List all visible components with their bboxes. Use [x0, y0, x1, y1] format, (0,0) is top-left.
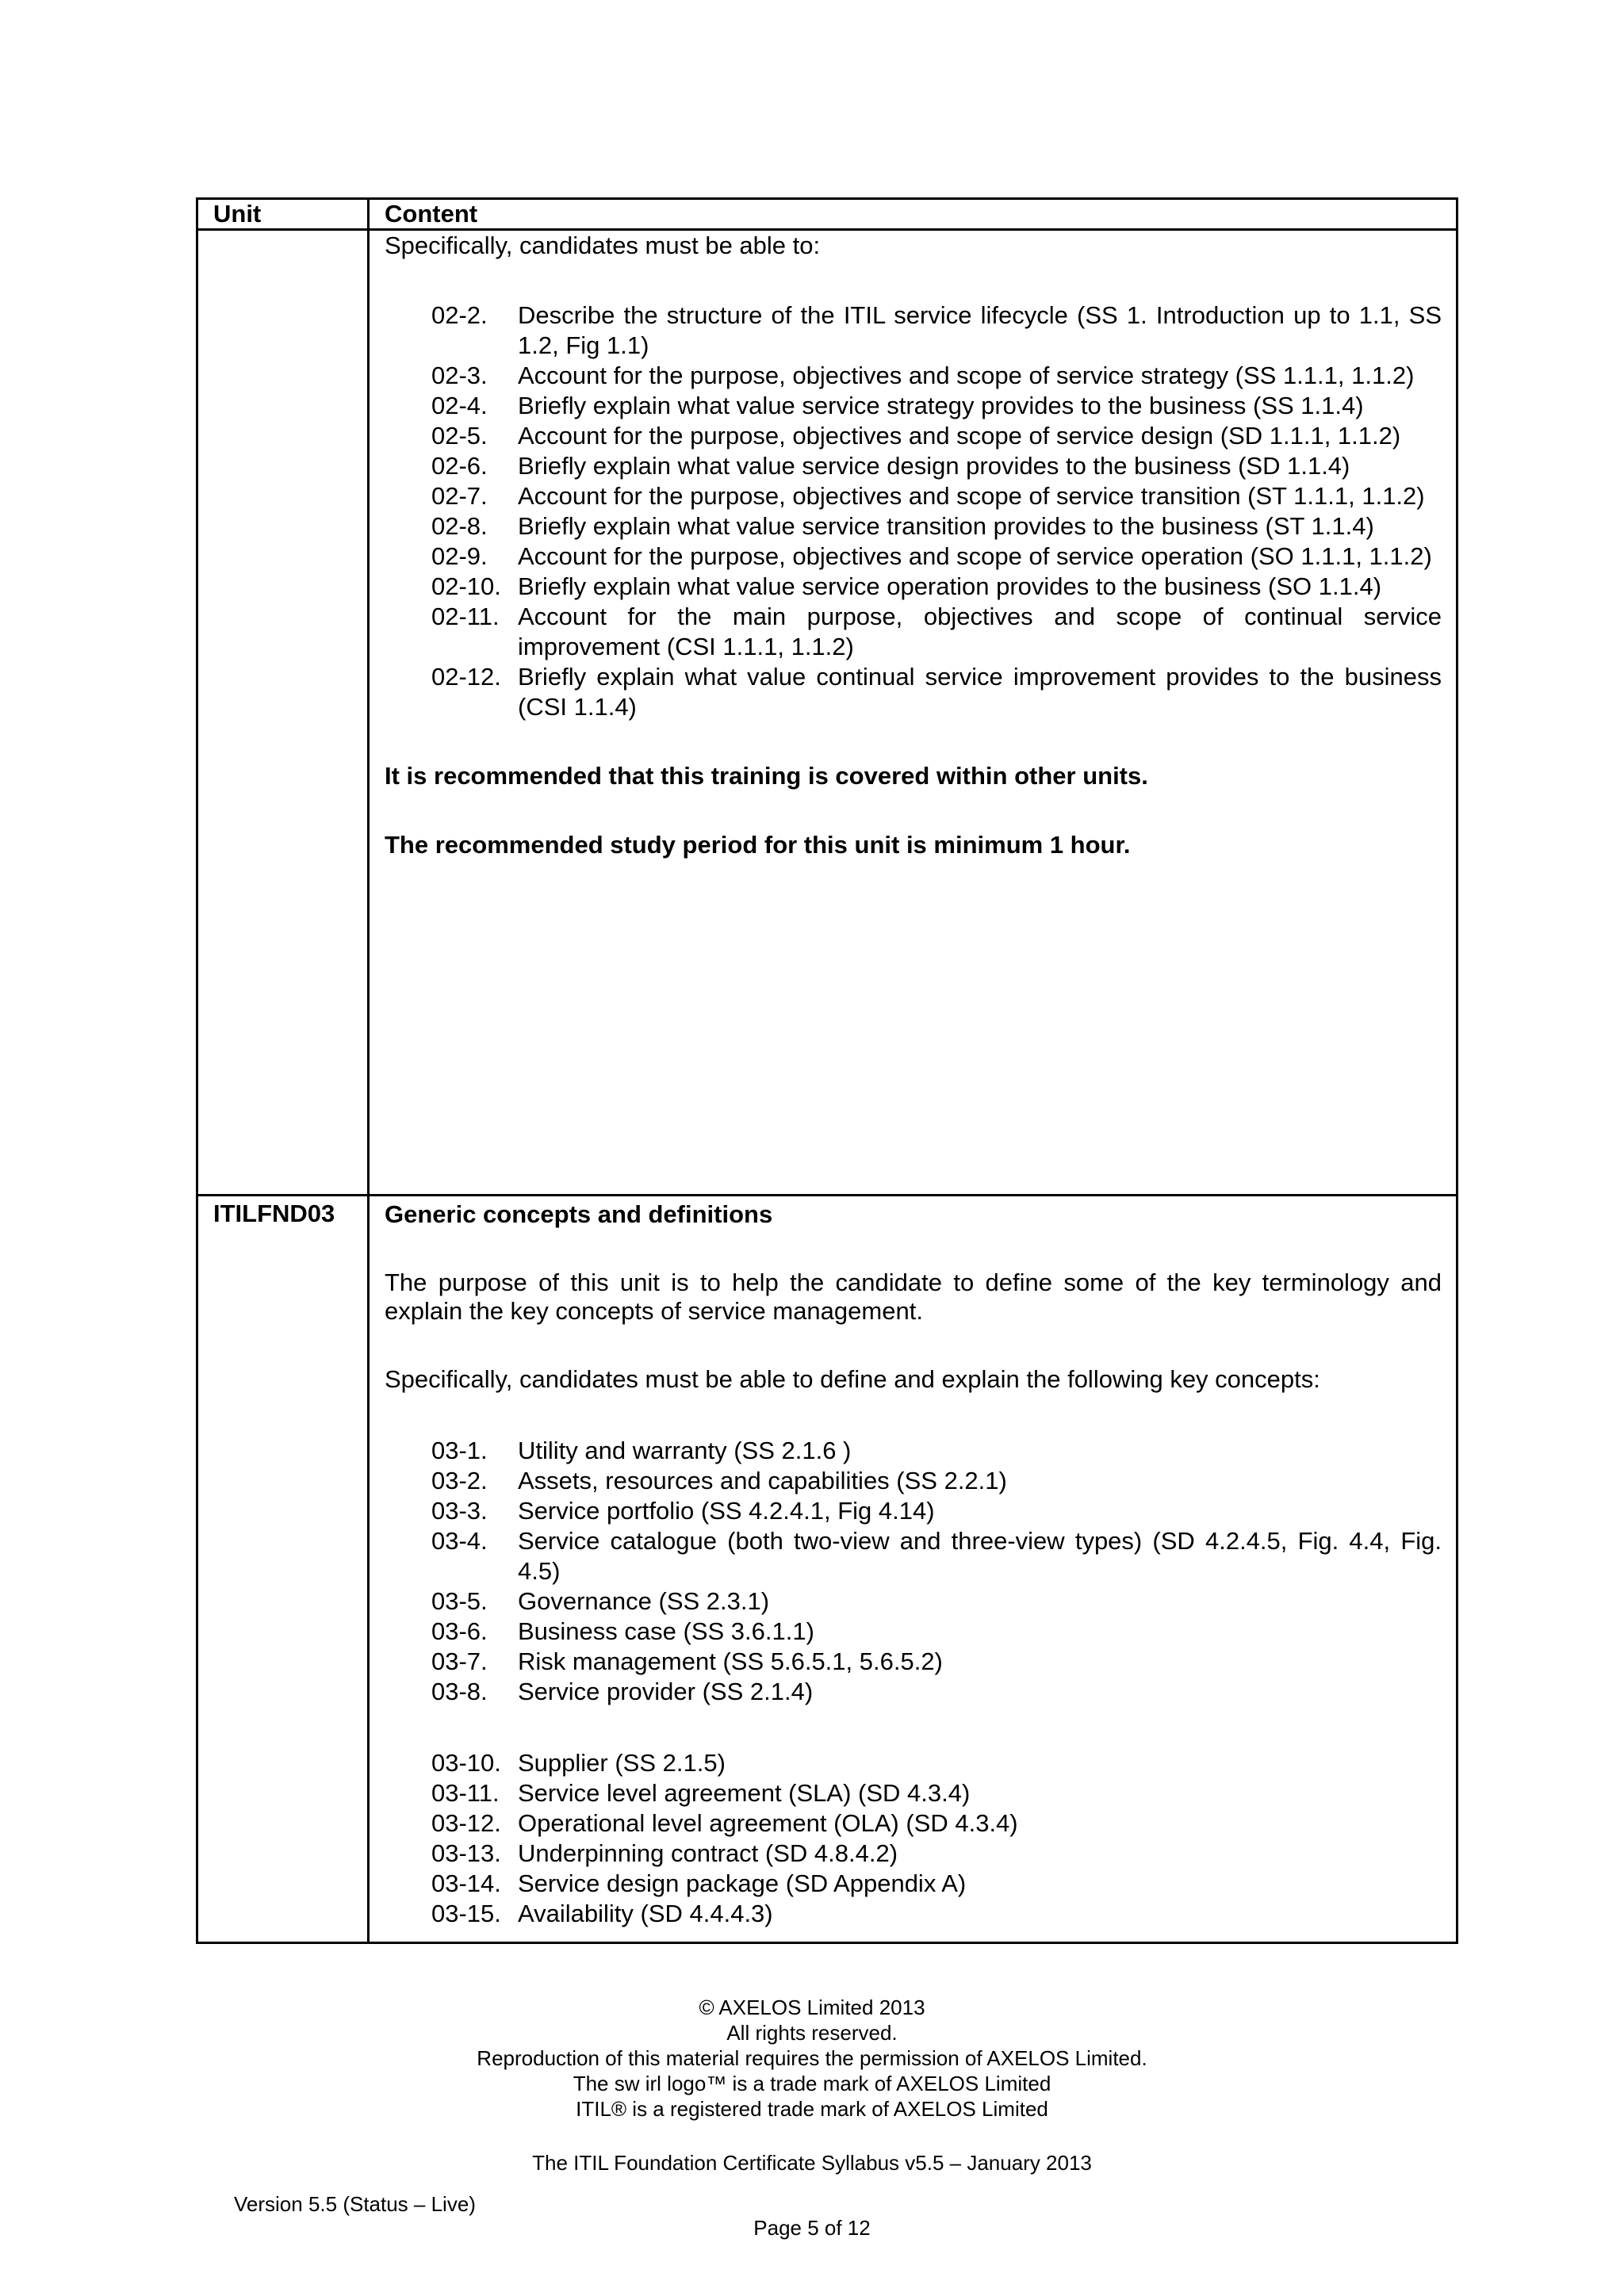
item-text: Service catalogue (both two-view and three-view types) (SD 4.2.4.5, Fig. 4.4, Fig. 4.5) — [518, 1527, 1442, 1585]
unit-cell — [197, 1196, 369, 1943]
item-number: 03-14. — [431, 1869, 501, 1897]
item-number: 03-10. — [431, 1749, 501, 1777]
intro-text: Specifically, candidates must be able to define and explain the following key concepts: — [385, 1365, 1320, 1393]
study-period-note: The recommended study period for this unit is minimum 1 hour. — [385, 831, 1131, 859]
item-number: 02-3. — [431, 362, 488, 389]
item-number: 03-2. — [431, 1467, 488, 1494]
item-number: 03-8. — [431, 1678, 488, 1705]
list-item — [385, 1748, 1442, 1778]
syllabus-table — [196, 197, 1458, 1944]
item-text: Briefly explain what value service strategy provides to the business (SS 1.1.4) — [518, 392, 1364, 419]
item-text: Risk management (SS 5.6.5.1, 5.6.5.2) — [518, 1647, 943, 1675]
list-item — [385, 300, 1442, 361]
item-text: Briefly explain what value continual service improvement provides to the business (CSI 1.1.4) — [518, 663, 1442, 721]
list-item — [385, 541, 1442, 572]
item-number: 03-1. — [431, 1437, 488, 1464]
list-item — [385, 1869, 1442, 1899]
item-number: 02-9. — [431, 542, 488, 570]
itil-trademark-line: ITIL® is a registered trade mark of AXELOS Limited — [576, 2097, 1048, 2121]
item-text: Utility and warranty (SS 2.1.6 ) — [518, 1437, 852, 1464]
list-item — [385, 1496, 1442, 1526]
item-number: 02-2. — [431, 301, 488, 329]
item-number: 03-12. — [431, 1809, 501, 1837]
content-cell — [369, 230, 1457, 1196]
list-item — [385, 1436, 1442, 1466]
list-item — [385, 662, 1442, 722]
item-number: 03-6. — [431, 1617, 488, 1645]
swirl-trademark-line: The sw irl logo™ is a trade mark of AXELOS Limited — [573, 2072, 1051, 2095]
list-item — [385, 391, 1442, 421]
item-number: 03-15. — [431, 1900, 501, 1927]
item-text: Assets, resources and capabilities (SS 2.2.1) — [518, 1467, 1007, 1494]
reproduction-line: Reproduction of this material requires the permission of AXELOS Limited. — [477, 2046, 1147, 2070]
list-item — [385, 1586, 1442, 1617]
item-number: 02-12. — [431, 663, 501, 691]
item-text: Account for the purpose, objectives and scope of service operation (SO 1.1.1, 1.1.2) — [518, 542, 1432, 570]
list-item — [385, 451, 1442, 481]
item-text: Service portfolio (SS 4.2.4.1, Fig 4.14) — [518, 1497, 935, 1525]
list-item — [385, 481, 1442, 511]
item-number: 02-6. — [431, 452, 488, 480]
list-item — [385, 511, 1442, 541]
item-text: Account for the purpose, objectives and scope of service design (SD 1.1.1, 1.1.2) — [518, 422, 1401, 450]
unit-cell — [197, 230, 369, 1196]
document-title: The ITIL Foundation Certificate Syllabus v5.5 – January 2013 — [532, 2151, 1092, 2175]
list-item — [385, 1808, 1442, 1839]
table-header-row — [197, 199, 1457, 230]
content-cell — [369, 1196, 1457, 1943]
item-text: Service provider (SS 2.1.4) — [518, 1678, 814, 1705]
list-item — [385, 1617, 1442, 1647]
item-text: Governance (SS 2.3.1) — [518, 1587, 770, 1615]
concepts-list — [385, 1748, 1442, 1929]
list-item — [385, 1526, 1442, 1586]
item-text: Underpinning contract (SD 4.8.4.2) — [518, 1839, 898, 1867]
list-item — [385, 1778, 1442, 1808]
item-text: Account for the main purpose, objectives and scope of continual service improvement (CSI 1.1.1, 1.1.2) — [518, 603, 1442, 660]
page-number: Page 5 of 12 — [753, 2216, 871, 2240]
list-item — [385, 1466, 1442, 1496]
item-text: Operational level agreement (OLA) (SD 4.3.4) — [518, 1809, 1018, 1837]
intro-text: Specifically, candidates must be able to: — [385, 232, 821, 259]
unit-header-cell — [197, 199, 369, 230]
unit-code: ITILFND03 — [213, 1200, 335, 1227]
list-item — [385, 1677, 1442, 1707]
list-item — [385, 1647, 1442, 1677]
item-number: 02-5. — [431, 422, 488, 450]
concepts-list — [385, 1436, 1442, 1707]
item-text: Service design package (SD Appendix A) — [518, 1869, 967, 1897]
list-item — [385, 1899, 1442, 1929]
item-text: Account for the purpose, objectives and scope of service strategy (SS 1.1.1, 1.1.2) — [518, 362, 1415, 389]
list-item — [385, 421, 1442, 451]
table-row — [197, 1196, 1457, 1943]
recommendation-note: It is recommended that this training is covered within other units. — [385, 762, 1148, 790]
item-number: 02-10. — [431, 572, 501, 600]
item-number: 03-11. — [431, 1779, 500, 1807]
list-item — [385, 602, 1442, 662]
item-text: Briefly explain what value service operation provides to the business (SO 1.1.4) — [518, 572, 1382, 600]
content-header: Content — [385, 200, 478, 228]
table-row — [197, 230, 1457, 1196]
copyright-line: © AXELOS Limited 2013 — [699, 1996, 925, 2019]
item-text: Supplier (SS 2.1.5) — [518, 1749, 726, 1777]
item-number: 02-8. — [431, 512, 488, 540]
item-text: Account for the purpose, objectives and scope of service transition (ST 1.1.1, 1.1.2) — [518, 482, 1425, 510]
version-label: Version 5.5 (Status – Live) — [234, 2192, 476, 2216]
content-header-cell — [369, 199, 1457, 230]
item-text: Briefly explain what value service design provides to the business (SD 1.1.4) — [518, 452, 1350, 480]
item-number: 02-7. — [431, 482, 488, 510]
item-number: 02-11. — [431, 603, 500, 630]
unit-header: Unit — [213, 200, 262, 228]
item-text: Business case (SS 3.6.1.1) — [518, 1617, 814, 1645]
item-text: Availability (SD 4.4.4.3) — [518, 1900, 773, 1927]
item-number: 03-3. — [431, 1497, 488, 1525]
item-text: Describe the structure of the ITIL service lifecycle (SS 1. Introduction up to 1.1, SS 1.2, Fig 1.1) — [518, 301, 1442, 359]
item-number: 03-5. — [431, 1587, 488, 1615]
list-item — [385, 361, 1442, 391]
item-number: 03-7. — [431, 1647, 488, 1675]
item-number: 03-4. — [431, 1527, 488, 1555]
item-number: 02-4. — [431, 392, 488, 419]
purpose-text: The purpose of this unit is to help the candidate to define some of the key terminology and explain the key concepts of service management. — [385, 1269, 1442, 1325]
item-number: 03-13. — [431, 1839, 501, 1867]
item-text: Briefly explain what value service transition provides to the business (ST 1.1.4) — [518, 512, 1374, 540]
unit-title: Generic concepts and definitions — [385, 1200, 773, 1228]
rights-line: All rights reserved. — [726, 2021, 898, 2045]
list-item — [385, 1839, 1442, 1869]
objectives-list — [385, 300, 1442, 722]
list-item — [385, 572, 1442, 602]
item-text: Service level agreement (SLA) (SD 4.3.4) — [518, 1779, 971, 1807]
